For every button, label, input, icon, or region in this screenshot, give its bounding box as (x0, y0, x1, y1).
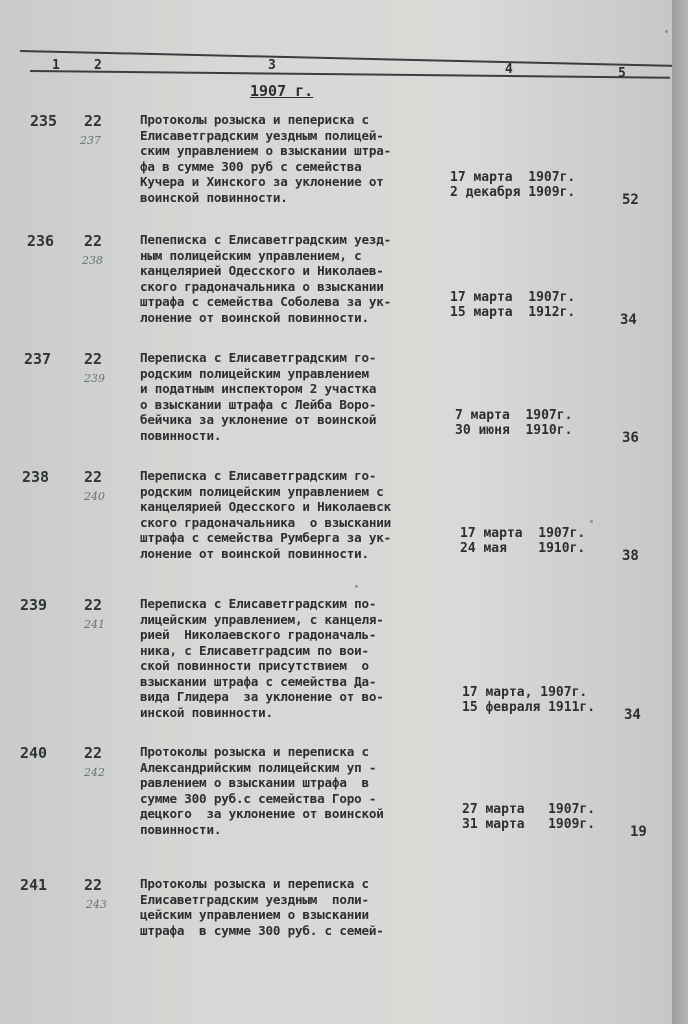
description-line: бейчика за уклонение от воинской (140, 412, 377, 427)
record-number: 235 (30, 112, 58, 130)
record-description (140, 232, 460, 325)
description-line: лонение от воинской повинности. (140, 309, 369, 325)
page-count: 34 (624, 706, 641, 723)
record-number: 239 (20, 596, 48, 614)
column-header-1: 1 (52, 58, 60, 73)
description-line: повинности. (140, 427, 222, 443)
description-line: Елисаветградским уездным поли- (140, 891, 369, 907)
description-line: сумме 300 руб.с семейства Горо - (140, 790, 377, 806)
paper-speck (665, 30, 668, 33)
header-rule-bottom (30, 70, 670, 78)
paper-speck (355, 585, 358, 588)
column-header-4: 4 (505, 62, 513, 77)
description-line: ской повинности присутствием о (140, 658, 369, 673)
handwritten-number: 242 (84, 766, 105, 779)
description-line: ным полицейским управлением, с (140, 247, 362, 263)
description-line: вида Глидера за уклонение от во- (140, 689, 384, 704)
description-line: децкого за уклонение от воинской (140, 806, 384, 821)
description-line: штрафа в сумме 300 руб. с семей- (140, 922, 384, 938)
description-line: Протоколы розыска и переписка с (140, 744, 369, 759)
page-count: 19 (630, 823, 647, 840)
description-line: Переписка с Елисаветградским го- (140, 468, 377, 483)
record-number: 241 (20, 876, 48, 894)
column-header-5: 5 (618, 66, 626, 81)
handwritten-number: 239 (84, 372, 105, 385)
date-start: 17 марта 1907г. (460, 525, 586, 541)
date-start: 17 марта 1907г. (450, 169, 576, 185)
volume-number: 22 (84, 876, 103, 894)
record-description (140, 744, 460, 837)
description-line: Елисаветградским уездным полицей- (140, 127, 384, 143)
description-line: Переписка с Елисаветградским го- (140, 350, 377, 365)
record-description (140, 596, 460, 720)
volume-number: 22 (84, 596, 103, 614)
page-count: 38 (622, 547, 639, 564)
page-count: 34 (620, 311, 637, 328)
handwritten-number: 238 (82, 254, 103, 267)
page-edge (672, 0, 688, 1024)
description-line: штрафа с семейства Соболева за ук- (140, 294, 391, 309)
volume-number: 22 (84, 112, 103, 130)
volume-number: 22 (84, 468, 103, 486)
volume-number: 22 (84, 232, 103, 250)
page-count: 52 (622, 191, 639, 208)
description-line: Протоколы розыска и переписка с (140, 876, 369, 891)
description-line: взыскании штрафа с семейства Да- (140, 673, 377, 689)
description-line: ского градоначальника о взыскании (140, 278, 384, 294)
description-line: лицейским управлением, с канцеля- (140, 611, 384, 627)
description-line: родским полицейским управлением с (140, 483, 384, 499)
date-end: 2 декабря 1909г. (450, 184, 576, 200)
date-start: 17 марта, 1907г. (462, 684, 588, 700)
date-end: 31 марта 1909г. (462, 816, 596, 832)
record-description (140, 112, 460, 205)
handwritten-number: 241 (84, 618, 105, 631)
description-line: фа в сумме 300 руб с семейства (140, 158, 362, 174)
description-line: равлением о взыскании штрафа в (140, 775, 369, 790)
date-start: 17 марта 1907г. (450, 289, 576, 305)
description-line: цейским управлением о взыскании (140, 907, 369, 922)
description-line: родским полицейским управлением (140, 365, 369, 381)
paper-speck (590, 520, 593, 523)
description-line: Пепеписка с Елисаветградским уезд- (140, 232, 391, 247)
description-line: штрафа с семейства Румберга за ук- (140, 530, 391, 545)
description-line: рией Николаевского градоначаль- (140, 627, 377, 642)
handwritten-number: 240 (84, 490, 105, 503)
date-start: 7 марта 1907г. (455, 407, 573, 423)
record-number: 236 (27, 232, 55, 250)
record-number: 240 (20, 744, 48, 762)
record-description (140, 468, 460, 561)
description-line: Кучера и Хинского за уклонение от (140, 174, 384, 189)
page-count: 36 (622, 429, 639, 446)
volume-number: 22 (84, 744, 103, 762)
record-number: 237 (24, 350, 52, 368)
date-end: 24 мая 1910г. (460, 540, 586, 556)
description-line: о взыскании штрафа с Лейба Воро- (140, 396, 377, 412)
description-line: ским управлением о взыскании штра- (140, 143, 391, 158)
description-line: инской повинности. (140, 704, 273, 720)
date-end: 30 июня 1910г. (455, 422, 573, 438)
date-end: 15 февраля 1911г. (462, 699, 596, 715)
date-start: 27 марта 1907г. (462, 801, 596, 817)
description-line: лонение от воинской повинности. (140, 545, 369, 561)
year-heading: 1907 г. (250, 82, 314, 100)
record-number: 238 (22, 468, 50, 486)
description-line: ского градоначальника о взыскании (140, 514, 391, 530)
handwritten-number: 243 (86, 898, 107, 911)
description-line: ника, с Елисаветградсим по вои- (140, 642, 369, 658)
volume-number: 22 (84, 350, 103, 368)
description-line: канцелярией Одесского и Николаевск (140, 499, 391, 514)
description-line: Протоколы розыска и пепериска с (140, 112, 369, 127)
description-line: канцелярией Одесского и Николаев- (140, 263, 384, 278)
description-line: воинской повинности. (140, 189, 288, 205)
record-description (140, 876, 460, 938)
description-line: Переписка с Елисаветградским по- (140, 596, 377, 611)
record-description (140, 350, 460, 443)
header-rule-top (20, 50, 675, 67)
description-line: Александрийским полицейским уп - (140, 759, 377, 775)
description-line: повинности. (140, 821, 222, 837)
handwritten-number: 237 (80, 134, 101, 147)
date-end: 15 марта 1912г. (450, 304, 576, 320)
column-header-3: 3 (268, 58, 276, 73)
description-line: и податным инспектором 2 участка (140, 381, 377, 396)
column-header-2: 2 (94, 58, 102, 73)
